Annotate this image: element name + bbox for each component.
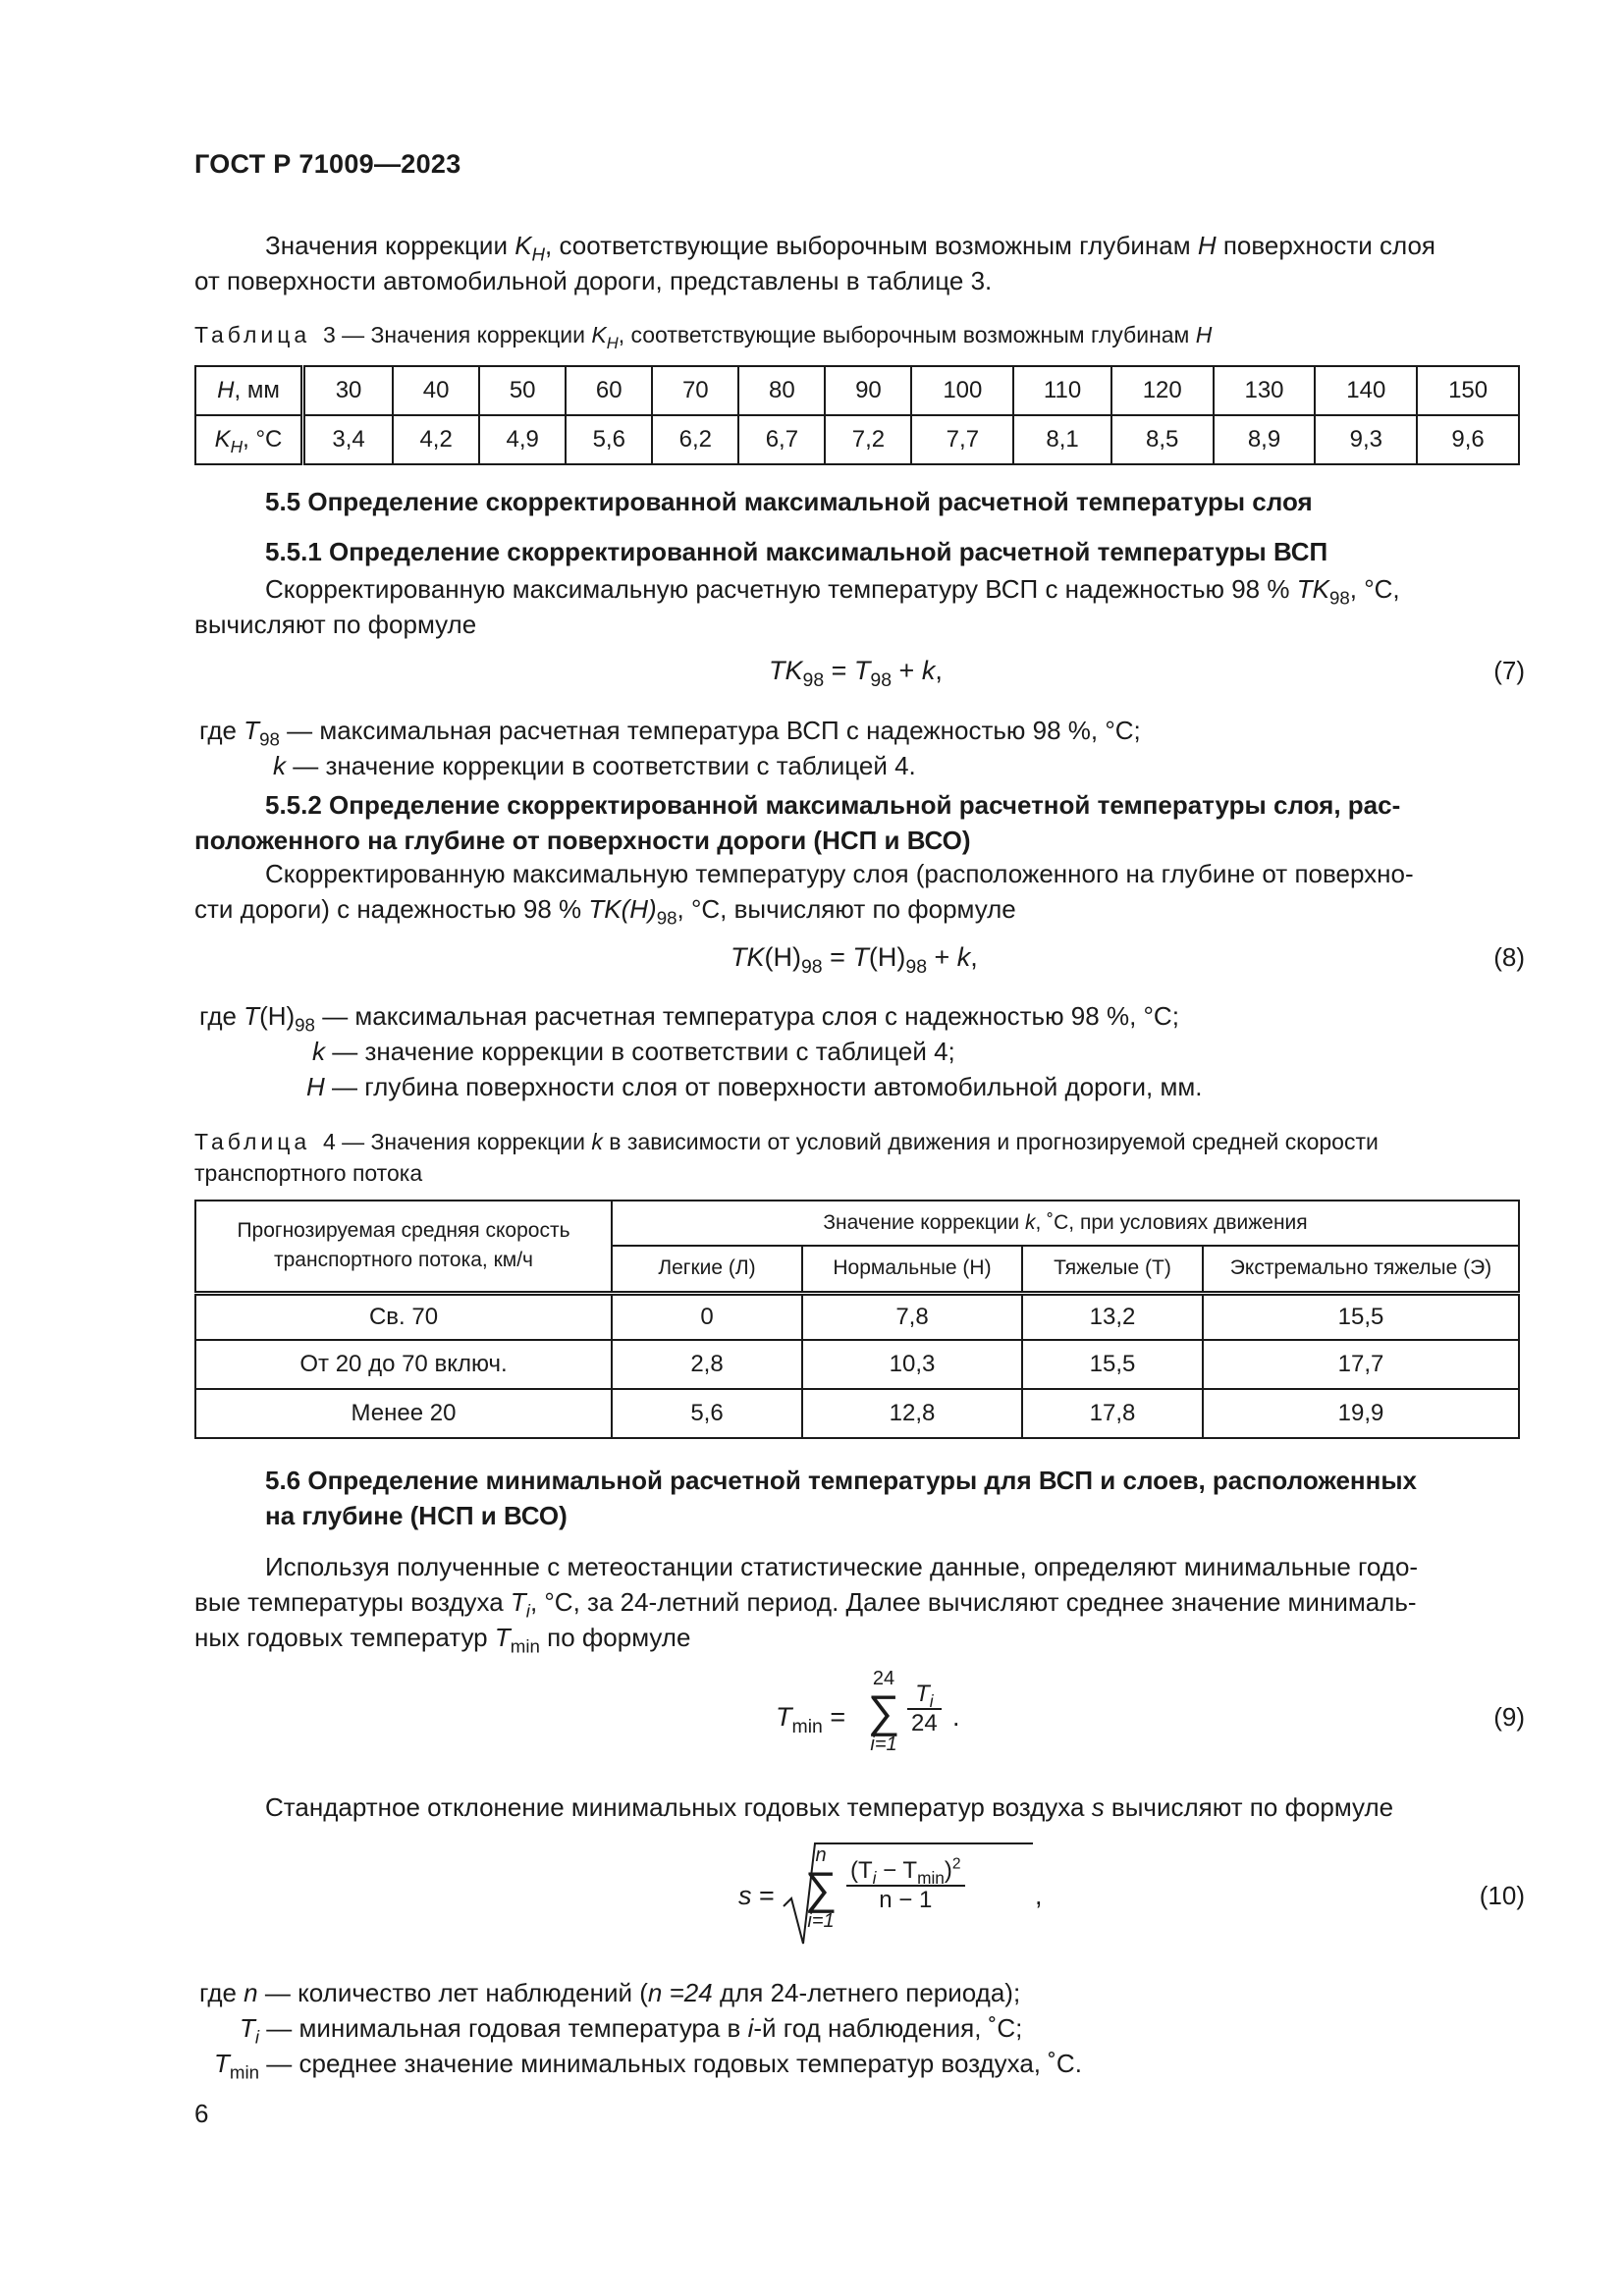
table4-column-header: Экстремально тяжелые (Э) [1203,1246,1519,1293]
table4-head-speed: Прогнозируемая средняя скорость транспортного потока, км/ч [195,1201,612,1293]
table4-cell: 5,6 [612,1389,802,1438]
fraction: $\frac{T_i}{24}$ [907,1681,942,1737]
section-5-5-1-paragraph: Скорректированную максимальную расчетную температуру ВСП с надежностью 98 % $TK_{98}$, °С, вычисляют по формуле [194,574,1400,639]
legend-item: где n — количество лет наблюдений (n =24 для 24-летнего периода); [199,1978,1021,2007]
table3-cell: 50 [479,366,566,415]
table4-column-header: Легкие (Л) [612,1246,802,1293]
table4-cell: 13,2 [1022,1293,1203,1340]
table-row [195,1340,1519,1389]
table3-row-correction [195,415,1519,464]
page-number: 6 [194,2099,209,2128]
table3-cell: 130 [1214,366,1316,415]
table3-cell: 9,6 [1417,415,1519,464]
table4-cell: 10,3 [802,1340,1022,1389]
table4 [194,1200,1520,1439]
table3-cell: 40 [393,366,479,415]
section-5-5-2-paragraph: Скорректированную максимальную температуру слоя (расположенного на глубине от поверхно- сти дороги) с надежностью 98 % $TK(H)_{98}$, °С, вычисляют по формуле [194,859,1414,929]
table4-speed-cell: От 20 до 70 включ. [195,1340,612,1389]
table4-cell: 0 [612,1293,802,1340]
table4-head-group: Значение коррекции k, ˚С, при условиях движения [612,1201,1519,1246]
legend-item: k — значение коррекции в соответствии с таблицей 4; [312,1037,955,1066]
table4-cell: 17,7 [1203,1340,1519,1389]
equation-number-7: (7) [1493,656,1525,685]
formula-8: $TK(H)_{98} = T(H)_{98} + k$, [731,942,978,978]
summation: 24 ∑ i=1 [867,1668,900,1755]
section-5-5-1-title: 5.5.1 Определение скорректированной максимальной расчетной температуры ВСП [265,537,1328,566]
table3-cell: 6,2 [652,415,738,464]
table3-cell: 90 [825,366,911,415]
table3-cell: 150 [1417,366,1519,415]
table4-header-row [195,1201,1519,1246]
table3-caption: Таблица 3 — Значения коррекции $K_H$, соответствующие выборочным возможным глубинам H [194,322,1213,352]
table4-cell: 15,5 [1022,1340,1203,1389]
section-5-5-2-title: 5.5.2 Определение скорректированной максимальной расчетной температуры слоя, рас- положенного на глубине от поверхности дороги (НСП и ВСО) [194,790,1401,855]
table-row [195,1293,1519,1340]
table3-cell: 7,2 [825,415,911,464]
fraction: $(T_i - T_{min})^2$ n − 1 [846,1857,965,1914]
table4-cell: 12,8 [802,1389,1022,1438]
table3-cell: 9,3 [1315,415,1417,464]
section-5-5-title: 5.5 Определение скорректированной максимальной расчетной температуры слоя [265,487,1313,516]
table3-cell: 6,7 [738,415,825,464]
table3-row-label: $K_H$, °С [195,415,303,464]
table4-column-header: Нормальные (Н) [802,1246,1022,1293]
document-id: ГОСТ Р 71009—2023 [194,149,461,179]
table3-cell: 8,5 [1111,415,1214,464]
table3-row-label: H, мм [195,366,303,415]
table3-cell: 4,9 [479,415,566,464]
legend-item: $T_{min}$ — среднее значение минимальных годовых температур воздуха, ˚С. [214,2049,1082,2083]
table3-row-depth [195,366,1519,415]
table3-cell: 80 [738,366,825,415]
table3 [194,365,1520,465]
table4-cell: 2,8 [612,1340,802,1389]
table-row [195,1389,1519,1438]
std-sentence: Стандартное отклонение минимальных годовых температур воздуха s вычисляют по формуле [265,1792,1394,1822]
table3-cell: 4,2 [393,415,479,464]
legend-item: k — значение коррекции в соответствии с таблицей 4. [273,751,916,780]
table3-cell: 120 [1111,366,1214,415]
table3-cell: 7,7 [911,415,1013,464]
table4-speed-cell: Св. 70 [195,1293,612,1340]
table4-caption: Таблица 4 — Значения коррекции k в зависимости от условий движения и прогнозируемой средней скорости транспортного потока [194,1129,1379,1186]
table3-cell: 100 [911,366,1013,415]
section-5-6-paragraph: Используя полученные с метеостанции статистические данные, определяют минимальные годо- вые температуры воздуха $T_i$, °С, за 24-летний период. Далее вычисляют среднее значение минималь- ных годовых температур $T_{min}$ по формуле [194,1552,1419,1657]
section-5-6-title: 5.6 Определение минимальной расчетной температуры для ВСП и слоев, расположенных на глубине (НСП и ВСО) [265,1466,1417,1530]
table3-cell: 8,9 [1214,415,1316,464]
table3-cell: 140 [1315,366,1417,415]
summation: n ∑ i=1 [804,1844,838,1932]
table3-cell: 5,6 [566,415,652,464]
table3-cell: 60 [566,366,652,415]
table4-column-header: Тяжелые (Т) [1022,1246,1203,1293]
intro-paragraph: Значения коррекции $K_H$, соответствующие выборочным возможным глубинам H поверхности слоя от поверхности автомобильной дороги, представлены в таблице 3. [194,231,1435,295]
legend-item: где $T(H)_{98}$ — максимальная расчетная температура слоя с надежностью 98 %, °С; [199,1001,1179,1036]
table4-cell: 15,5 [1203,1293,1519,1340]
table4-cell: 17,8 [1022,1389,1203,1438]
table3-cell: 30 [303,366,394,415]
equation-number-9: (9) [1493,1702,1525,1732]
table3-cell: 110 [1013,366,1111,415]
table3-cell: 3,4 [303,415,394,464]
formula-7: $TK_{98} = T_{98} + k$, [769,656,943,691]
legend-item: $T_i$ — минимальная годовая температура в i-й год наблюдения, ˚С; [240,2013,1023,2048]
table4-speed-cell: Менее 20 [195,1389,612,1438]
legend-item: H — глубина поверхности слоя от поверхности автомобильной дороги, мм. [306,1072,1203,1101]
table4-cell: 19,9 [1203,1389,1519,1438]
legend-item: где $T_{98}$ — максимальная расчетная температура ВСП с надежностью 98 %, °С; [199,716,1141,750]
table4-cell: 7,8 [802,1293,1022,1340]
equation-number-8: (8) [1493,942,1525,972]
table3-cell: 70 [652,366,738,415]
table3-cell: 8,1 [1013,415,1111,464]
equation-number-10: (10) [1479,1881,1525,1910]
